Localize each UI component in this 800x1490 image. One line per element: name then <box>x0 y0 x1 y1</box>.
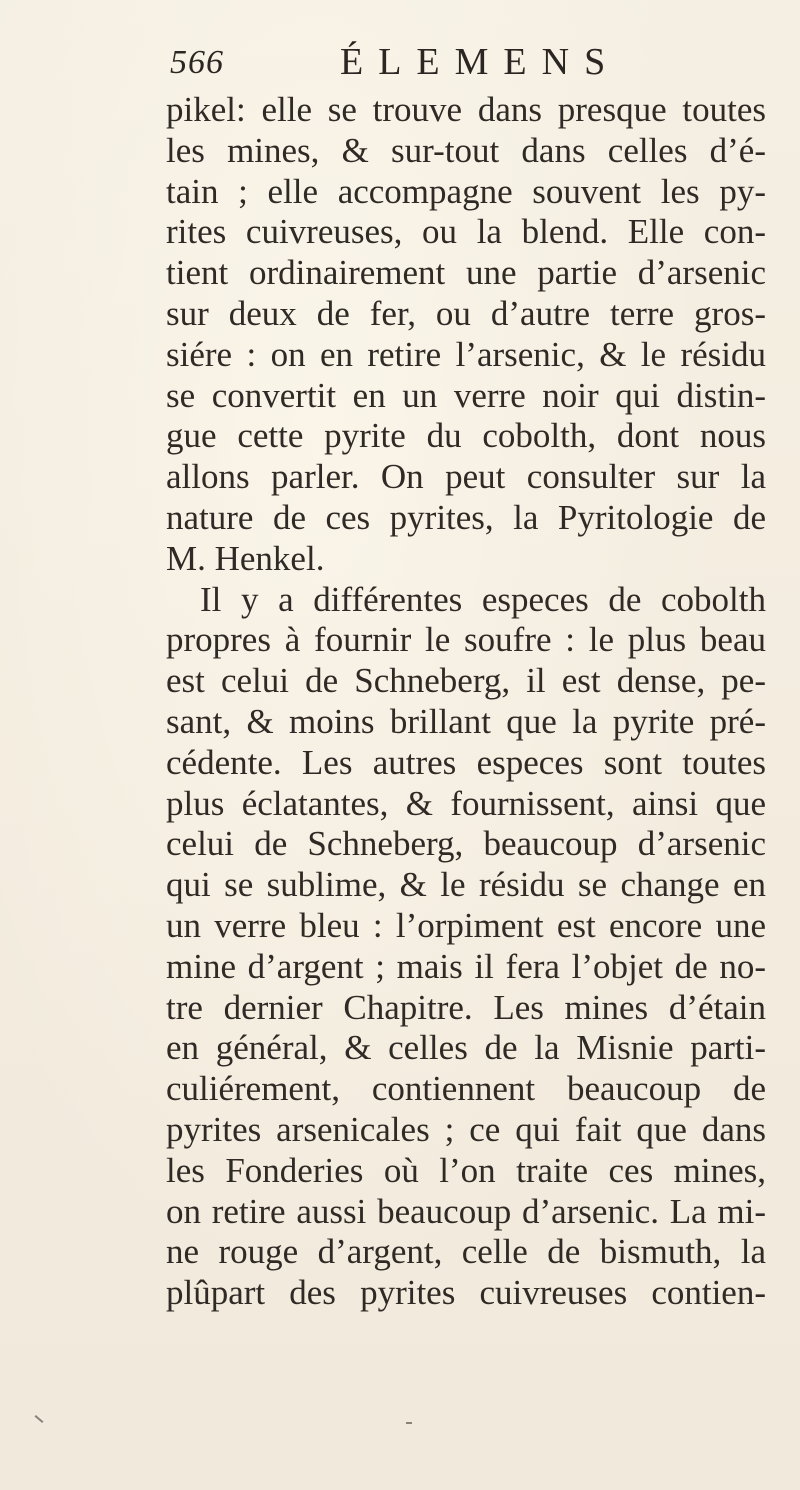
text-line: nature de ces pyrites, la Pyritologie de <box>166 497 766 537</box>
text-line: Il y a différentes especes de cobolth <box>200 579 766 619</box>
text-line: gue cette pyrite du cobolth, dont nous <box>166 416 766 456</box>
text-line: en général, & celles de la Misnie parti- <box>166 1028 766 1068</box>
text-line: tain ; elle accompagne souvent les py- <box>166 171 766 211</box>
running-title: ÉLEMENS <box>340 41 621 83</box>
text-line: plûpart des pyrites cuivreuses contien- <box>166 1273 766 1313</box>
text-line: siére : on en retire l’arsenic, & le résidu <box>166 334 766 374</box>
text-line: plus éclatantes, & fournissent, ainsi que <box>166 783 766 823</box>
text-line: propres à fournir le soufre : le plus beau <box>166 620 766 660</box>
text-line: les Fonderies où l’on traite ces mines, <box>166 1150 766 1190</box>
page-number: 566 <box>170 44 224 81</box>
text-line: pikel: elle se trouve dans presque toutes <box>166 90 766 129</box>
text-line: culiérement, contiennent beaucoup de <box>166 1069 766 1109</box>
ink-mark <box>406 1422 412 1424</box>
text-line: on retire aussi beaucoup d’arsenic. La mi- <box>166 1191 766 1231</box>
text-line: ne rouge d’argent, celle de bismuth, la <box>166 1232 766 1272</box>
text-line: les mines, & sur-tout dans celles d’é- <box>166 130 766 170</box>
text-line: cédente. Les autres especes sont toutes <box>166 742 766 782</box>
text-line: qui se sublime, & le résidu se change en <box>166 865 766 905</box>
text-line: mine d’argent ; mais il fera l’objet de no- <box>166 946 766 986</box>
text-line: pyrites arsenicales ; ce qui fait que dans <box>166 1109 766 1149</box>
ink-mark <box>35 1415 44 1423</box>
page-header <box>170 38 730 88</box>
text-line: M. Henkel. <box>166 538 325 578</box>
text-line: est celui de Schneberg, il est dense, pe- <box>166 661 766 701</box>
text-line: tre dernier Chapitre. Les mines d’étain <box>166 987 766 1027</box>
text-line: rites cuivreuses, ou la blend. Elle con- <box>166 212 766 252</box>
text-line: se convertit en un verre noir qui distin- <box>166 375 766 415</box>
text-line: un verre bleu : l’orpiment est encore une <box>166 905 766 945</box>
text-line: allons parler. On peut consulter sur la <box>166 457 766 497</box>
text-line: celui de Schneberg, beaucoup d’arsenic <box>166 824 766 864</box>
text-line: tient ordinairement une partie d’arsenic <box>166 253 766 293</box>
body-text <box>166 90 766 1314</box>
text-line: sur deux de fer, ou d’autre terre gros- <box>166 293 766 333</box>
text-line: sant, & moins brillant que la pyrite pré- <box>166 701 766 741</box>
